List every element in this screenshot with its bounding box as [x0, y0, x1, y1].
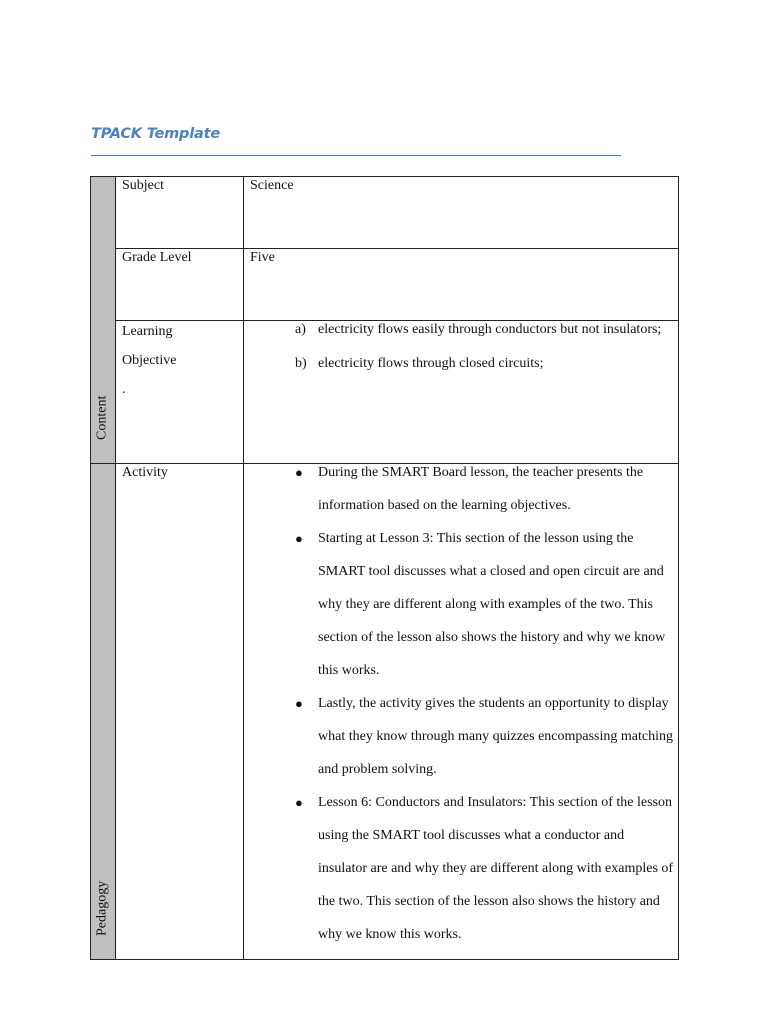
activity-label: Activity: [122, 465, 168, 480]
bullet-dot-icon: ●: [295, 696, 303, 711]
activity-text: Lastly, the activity gives the students an opportunity to display what they know through many quizzes encompassing matching and problem solving.: [318, 696, 673, 777]
table-row-activity: [91, 464, 679, 960]
objective-value-cell: [244, 321, 679, 464]
activity-value-cell: [244, 464, 679, 960]
bullet-dot-icon: ●: [295, 465, 303, 480]
list-item: [295, 786, 674, 951]
activity-text: During the SMART Board lesson, the teacher presents the information based on the learning objectives.: [318, 465, 644, 513]
activity-text: Lesson 6: Conductors and Insulators: This section of the lesson using the SMART tool discusses what a conductor and insulator are and why they are different along with examples of the two. This section of the lesson also shows the history and why we know this works.: [318, 795, 674, 942]
activity-list: [250, 456, 678, 951]
objective-text: electricity flows through closed circuits;: [318, 356, 544, 371]
grade-value: Five: [250, 250, 275, 265]
content-section-label: Content: [94, 395, 110, 441]
objective-label-line: Objective: [122, 353, 177, 368]
bullet-dot-icon: ●: [295, 531, 303, 546]
grade-value-cell: [244, 249, 679, 321]
objective-text: electricity flows easily through conductors but not insulators;: [318, 322, 662, 337]
content-section-label-cell: [91, 177, 116, 464]
subject-label: Subject: [122, 178, 164, 193]
title-divider: [91, 155, 621, 156]
bullet-dot-icon: ●: [295, 795, 303, 810]
document-title: TPACK Template: [91, 126, 220, 142]
list-item: [295, 522, 674, 687]
subject-label-cell: [116, 177, 244, 249]
activity-text: Starting at Lesson 3: This section of the lesson using the SMART tool discusses what a closed and open circuit are and why they are different along with examples of the two. This section of the lesson also shows the history and why we know this works.: [318, 531, 666, 678]
grade-label-cell: [116, 249, 244, 321]
objective-label-line: .: [122, 382, 126, 397]
subject-value-cell: [244, 177, 679, 249]
list-item: [295, 355, 678, 372]
list-item: [295, 456, 674, 522]
grade-label: Grade Level: [122, 250, 192, 265]
list-marker: b): [295, 356, 307, 371]
table-row-objective: [91, 321, 679, 464]
objective-label-line: Learning: [122, 324, 173, 339]
tpack-table: [90, 176, 679, 960]
list-marker: a): [295, 322, 306, 337]
table-row-subject: [91, 177, 679, 249]
objective-list: [250, 321, 678, 372]
list-item: [295, 321, 678, 338]
list-item: [295, 687, 674, 786]
subject-value: Science: [250, 178, 294, 193]
activity-label-cell: [116, 464, 244, 960]
pedagogy-section-label-cell: [91, 464, 116, 960]
pedagogy-section-label: Pedagogy: [94, 880, 110, 937]
table-row-grade: [91, 249, 679, 321]
objective-label-cell: [116, 321, 244, 464]
